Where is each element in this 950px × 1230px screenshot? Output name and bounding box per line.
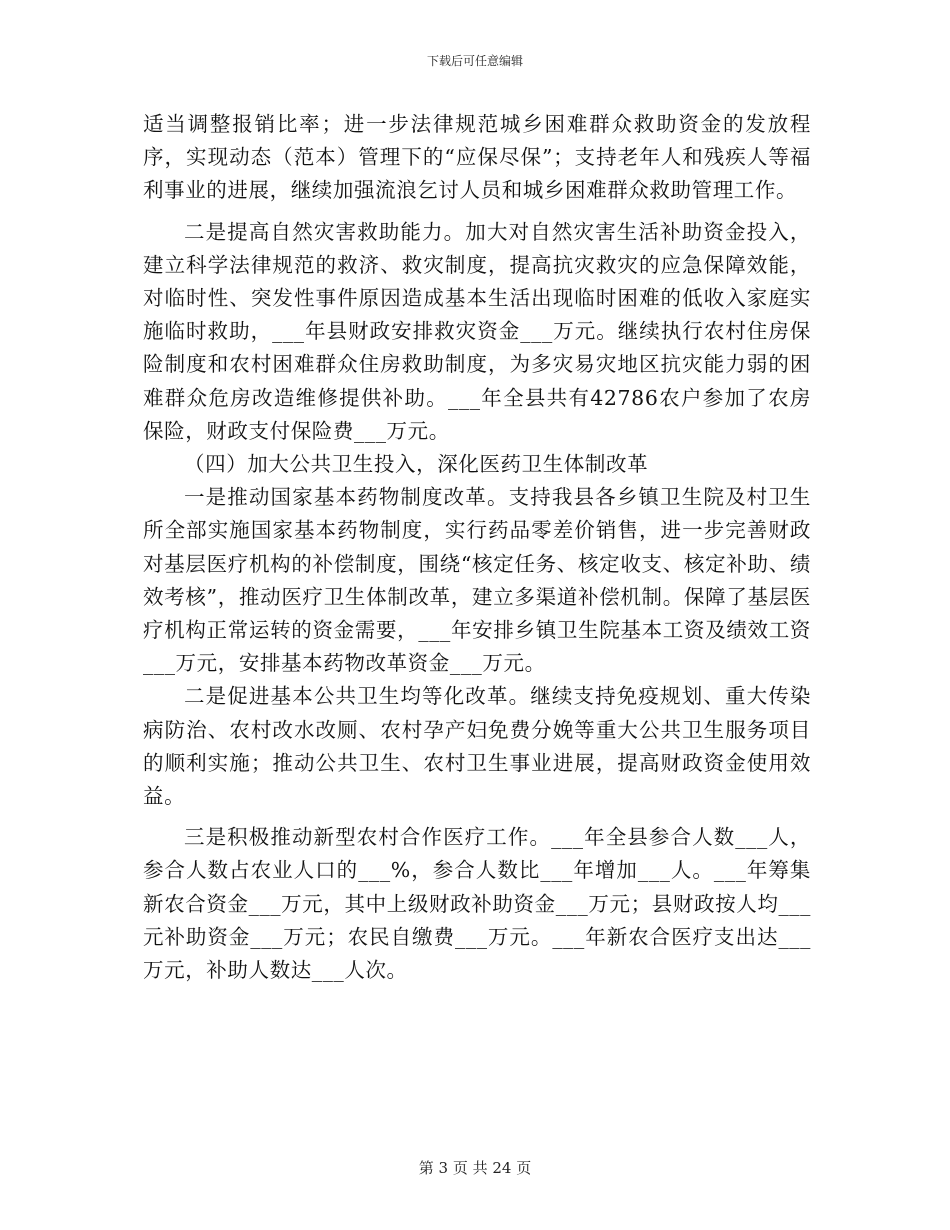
- paragraph-continuation: 适当调整报销比率；进一步法律规范城乡困难群众救助资金的发放程序，实现动态（范本）管理下的“应保尽保”；支持老年人和残疾人等福利事业的进展，继续加强流浪乞讨人员和城乡困难群众救助管理工作。: [143, 112, 811, 203]
- page-header: 下载后可任意编辑: [426, 54, 523, 68]
- page-footer: 第 3 页 共 24 页: [418, 1159, 532, 1177]
- paragraph-public-health-equalization: 二是促进基本公共卫生均等化改革。继续支持免疫规划、重大传染病防治、农村改水改厕、农村孕产妇免费分娩等重大公共卫生服务项目的顺利实施；推动公共卫生、农村卫生事业进展，提高财政资金使用效益。: [143, 684, 811, 809]
- paragraph-essential-drugs: 一是推动国家基本药物制度改革。支持我县各乡镇卫生院及村卫生所全部实施国家基本药物制度，实行药品零差价销售，进一步完善财政对基层医疗机构的补偿制度，围绕“核定任务、核定收支、核定补助、绩效考核”，推动医疗卫生体制改革，建立多渠道补偿机制。保障了基层医疗机构正常运转的资金需要，___年安排乡镇卫生院基本工资及绩效工资___万元，安排基本药物改革资金___万元。: [143, 485, 811, 676]
- section-heading-public-health: （四）加大公共卫生投入，深化医药卫生体制改革: [184, 452, 649, 477]
- paragraph-gap: [143, 813, 811, 821]
- document-body: [143, 108, 811, 987]
- paragraph-disaster-relief: 二是提高自然灾害救助能力。加大对自然灾害生活补助资金投入，建立科学法律规范的救济、救灾制度，提高抗灾救灾的应急保障效能，对临时性、突发性事件原因造成基本生活出现临时困难的低收入家庭实施临时救助，___年县财政安排救灾资金___万元。继续执行农村住房保险制度和农村困难群众住房救助制度，为多灾易灾地区抗灾能力弱的困难群众危房改造维修提供补助。___年全县共有42786农户参加了农房保险，财政支付保险费___万元。: [143, 219, 811, 443]
- paragraph-rural-cooperative-medical: 三是积极推动新型农村合作医疗工作。___年全县参合人数___人，参合人数占农业人口的___%，参合人数比___年增加___人。___年筹集新农合资金___万元，其中上级财政补助资金___万元；县财政按人均___元补助资金___万元；农民自缴费___万元。___年新农合医疗支出达___万元，补助人数达___人次。: [143, 825, 811, 983]
- paragraph-gap: [143, 208, 811, 216]
